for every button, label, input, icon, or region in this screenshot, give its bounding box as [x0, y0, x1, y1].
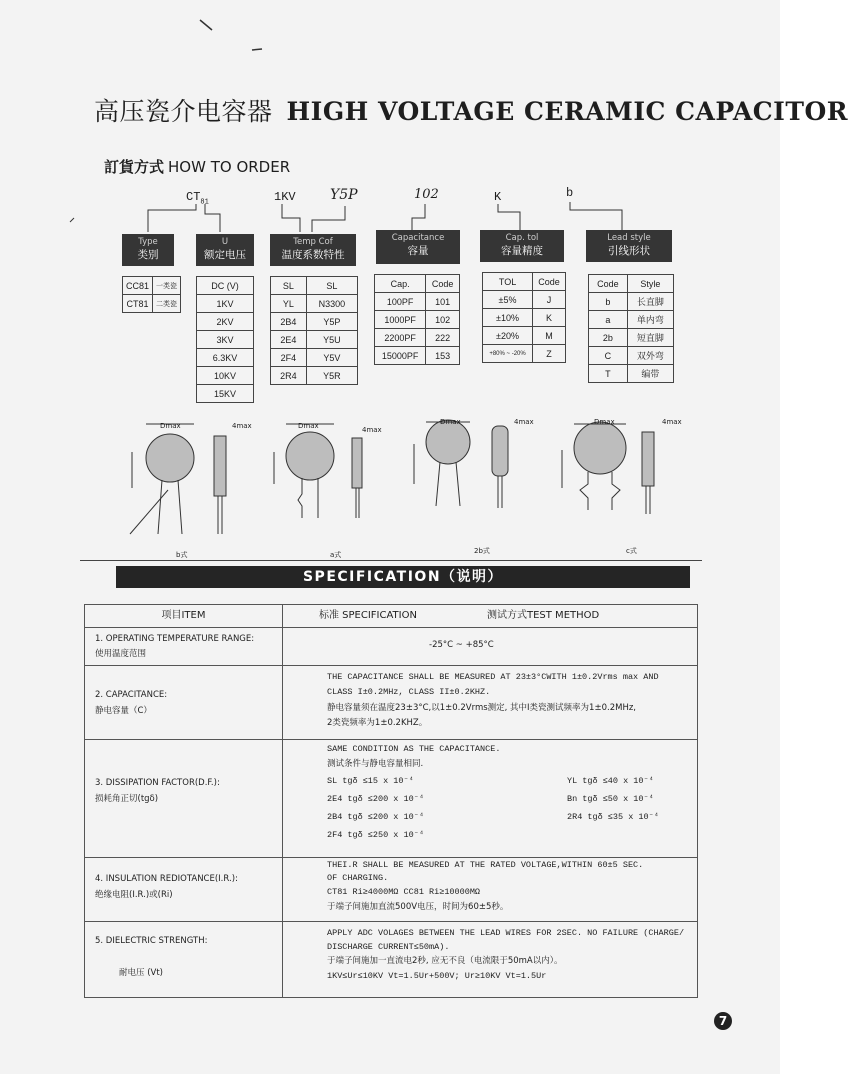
- dim-tmax-c: 4max: [662, 418, 682, 426]
- dim-dmax-2b: Dmax: [440, 418, 461, 426]
- row-label-en: 3. DISSIPATION FACTOR(D.F.):: [95, 778, 220, 788]
- table-row: CC81 一类瓷: [123, 277, 181, 295]
- order-code-cap: 102: [414, 187, 439, 202]
- title-cn: 高压瓷介电容器: [94, 97, 273, 126]
- voltage-table: [196, 276, 254, 403]
- spec-row-dissipation: [85, 739, 697, 858]
- page-title: [94, 92, 848, 128]
- tol-header: Cap. tol 容量精度: [480, 230, 564, 262]
- table-row: 2R4 Y5R: [271, 367, 358, 385]
- temp-header: Temp Cof 温度系数特性: [270, 234, 356, 266]
- table-row: CT81 二类瓷: [123, 295, 181, 313]
- col-item-header: 项目ITEM: [161, 610, 206, 621]
- capacitor-disc-a: [286, 432, 334, 480]
- df-value: SL tgδ ≤15 x 10⁻⁴: [327, 776, 414, 786]
- capacitor-disc-c: [574, 422, 626, 474]
- table-row: 2B4 Y5P: [271, 313, 358, 331]
- table-row: 2b 短直脚: [589, 329, 674, 347]
- spec-table: [84, 604, 698, 998]
- temp-table: [270, 276, 358, 385]
- table-row: +80% ~ -20% Z: [483, 345, 566, 363]
- row-label-cn: 损耗角正切(tgδ): [95, 794, 159, 804]
- df-value: YL tgδ ≤40 x 10⁻⁴: [567, 776, 654, 786]
- how-to-order-en: HOW TO ORDER: [168, 158, 291, 176]
- df-value: 2F4 tgδ ≤250 x 10⁻⁴: [327, 830, 424, 840]
- table-row: 2F4 Y5V: [271, 349, 358, 367]
- table-row: 1000PF 102: [375, 311, 460, 329]
- row-label-cn: 使用温度范围: [95, 649, 147, 659]
- table-row: ±20% M: [483, 327, 566, 345]
- lead-table: [588, 274, 674, 383]
- cap-table: [374, 274, 460, 365]
- row-line: APPLY ADC VOLAGES BETWEEN THE LEAD WIRES FOR 2SEC. NO FAILURE (CHARGE/: [327, 928, 685, 938]
- dim-tmax-a: 4max: [362, 426, 382, 434]
- row-line: 于端子间施加一直流电2秒, 应无不良（电流限于50mA以内）。: [327, 956, 563, 966]
- order-code-voltage: 1KV: [274, 190, 296, 204]
- diagram-label-a: a式: [330, 551, 342, 559]
- spec-row-insulation: [85, 857, 697, 922]
- table-row: YL N3300: [271, 295, 358, 313]
- type-header: Type 类别: [122, 234, 174, 266]
- dim-tmax-2b: 4max: [514, 418, 534, 426]
- spec-row-dielectric: [85, 921, 697, 998]
- table-row: 2E4 Y5U: [271, 331, 358, 349]
- row-value: -25°C ~ +85°C: [429, 640, 494, 650]
- diagram-label-2b: 2b式: [474, 547, 490, 555]
- row-line: DISCHARGE CURRENT≤50mA).: [327, 942, 450, 952]
- row-line: 于端子间施加直流500V电压，时间为60±5秒。: [327, 902, 509, 912]
- table-row: C 双外弯: [589, 347, 674, 365]
- df-value: 2E4 tgδ ≤200 x 10⁻⁴: [327, 794, 424, 804]
- table-row: Cap. Code: [375, 275, 460, 293]
- table-row: a 单内弯: [589, 311, 674, 329]
- dim-tmax-b: 4max: [232, 422, 252, 430]
- order-code-lead: b: [566, 186, 574, 200]
- row-line: 2类瓷频率为1±0.2KHZ。: [327, 718, 428, 728]
- how-to-order-cn: 訂貨方式: [104, 158, 165, 176]
- voltage-header: U 额定电压: [196, 234, 254, 266]
- row-line: CT81 Ri≥4000MΩ CC81 Ri≥10000MΩ: [327, 887, 481, 897]
- diagram-label-c: c式: [626, 547, 637, 555]
- capacitor-disc-2b: [426, 420, 470, 464]
- row-line: SAME CONDITION AS THE CAPACITANCE.: [327, 744, 501, 754]
- table-row: ±5% J: [483, 291, 566, 309]
- df-value: Bn tgδ ≤50 x 10⁻⁴: [567, 794, 654, 804]
- col-spec-header: 标准 SPECIFICATION: [319, 610, 417, 621]
- lead-header: Lead style 引线形状: [586, 230, 672, 262]
- dim-dmax-a: Dmax: [298, 422, 319, 430]
- order-code-tol: K: [494, 190, 502, 204]
- table-row: 2200PF 222: [375, 329, 460, 347]
- df-value: 2B4 tgδ ≤200 x 10⁻⁴: [327, 812, 424, 822]
- col-test-header: 测试方式TEST METHOD: [487, 610, 600, 621]
- table-row: DC (V): [197, 277, 254, 295]
- table-row: 15KV: [197, 385, 254, 403]
- row-line: OF CHARGING.: [327, 873, 389, 883]
- row-line: 测试条件与静电容量相同.: [327, 759, 424, 769]
- table-row: 15000PF 153: [375, 347, 460, 365]
- order-code-temp: Y5P: [330, 187, 358, 203]
- type-table: [122, 276, 181, 313]
- table-row: 10KV: [197, 367, 254, 385]
- cap-header: Capacitance 容量: [376, 230, 460, 264]
- table-row: b 长直脚: [589, 293, 674, 311]
- table-row: Code Style: [589, 275, 674, 293]
- row-label-en: 1. OPERATING TEMPERATURE RANGE:: [95, 634, 255, 644]
- dim-dmax-c: Dmax: [594, 418, 615, 426]
- how-to-order-heading: [104, 156, 290, 177]
- table-row: 1KV: [197, 295, 254, 313]
- row-label-en: 4. INSULATION REDIOTANCE(I.R.):: [95, 874, 238, 884]
- table-row: 2KV: [197, 313, 254, 331]
- capacitor-disc-b: [146, 434, 194, 482]
- spec-row-capacitance: [85, 665, 697, 740]
- row-label-en: 5. DIELECTRIC STRENGTH:: [95, 936, 208, 946]
- row-line: THE CAPACITANCE SHALL BE MEASURED AT 23±3°CWITH 1±0.2Vrms max AND: [327, 672, 659, 682]
- table-row: T 编带: [589, 365, 674, 383]
- table-row: 100PF 101: [375, 293, 460, 311]
- table-row: TOL Code: [483, 273, 566, 291]
- row-label-cn: 绝缘电阻(I.R.)或(Ri): [95, 890, 173, 900]
- table-row: 6.3KV: [197, 349, 254, 367]
- section-divider: [80, 560, 702, 561]
- order-code-type: $CT_{81}$: [186, 190, 209, 207]
- table-row: SL SL: [271, 277, 358, 295]
- row-line: THEI.R SHALL BE MEASURED AT THE RATED VOLTAGE,WITHIN 60±5 SEC.: [327, 860, 644, 870]
- dim-dmax-b: Dmax: [160, 422, 181, 430]
- spec-title: SPECIFICATION（说明）: [116, 566, 690, 588]
- spec-row-temperature: [85, 627, 697, 666]
- diagram-label-b: b式: [176, 551, 188, 559]
- df-value: 2R4 tgδ ≤35 x 10⁻⁴: [567, 812, 659, 822]
- table-row: ±10% K: [483, 309, 566, 327]
- tol-table: [482, 272, 566, 363]
- row-label-cn: 静电容量（C）: [95, 706, 152, 716]
- table-row: 3KV: [197, 331, 254, 349]
- row-label-en: 2. CAPACITANCE:: [95, 690, 168, 700]
- row-line: CLASS I±0.2MHz, CLASS II±0.2KHZ.: [327, 687, 491, 697]
- row-line: 1KV≤Ur≤10KV Vt=1.5Ur+500V; Ur≥10KV Vt=1.5Ur: [327, 971, 547, 981]
- row-label-cn: 耐电压 (Vt): [119, 968, 163, 978]
- page-number: 7: [714, 1012, 732, 1030]
- title-en: HIGH VOLTAGE CERAMIC CAPACITOR: [286, 97, 848, 126]
- lead-style-diagrams: [110, 414, 710, 564]
- row-line: 静电容量须在温度23±3°C,以1±0.2Vrms测定, 其中I类瓷测试频率为1±0.2MHz,: [327, 703, 636, 713]
